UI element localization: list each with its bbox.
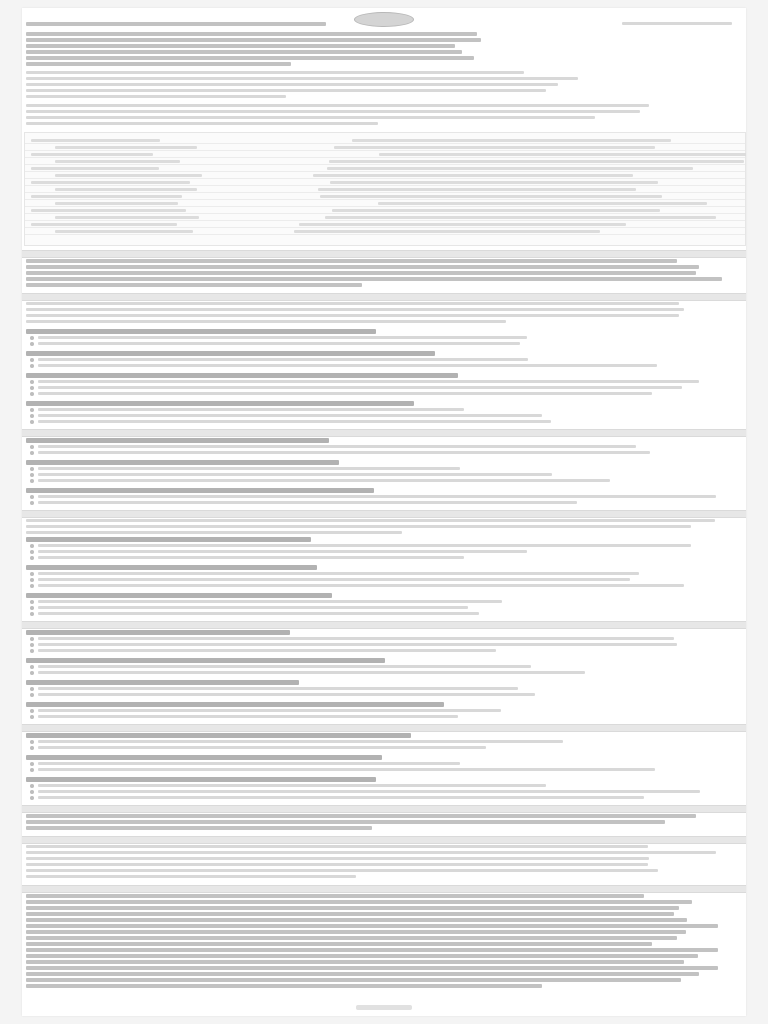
text-line (26, 32, 477, 36)
list-item-line (38, 544, 691, 547)
section-divider (22, 293, 746, 301)
list-item-line (38, 451, 650, 454)
section-divider (22, 805, 746, 813)
bullet-icon (30, 671, 34, 675)
bullet-icon (30, 386, 34, 390)
text-line (26, 960, 684, 964)
table-rule (25, 227, 745, 228)
list-item-heading (26, 351, 435, 356)
text-line (26, 71, 524, 74)
list-item-heading (26, 658, 385, 663)
text-line (26, 875, 356, 878)
bullet-icon (30, 550, 34, 554)
text-line (26, 851, 716, 854)
data-table (24, 132, 746, 246)
text-line (26, 814, 696, 818)
bullet-icon (30, 358, 34, 362)
table-cell (55, 216, 199, 219)
list-item-heading (26, 373, 458, 378)
bullet-icon (30, 790, 34, 794)
table-cell (55, 202, 178, 205)
list-item-line (38, 715, 458, 718)
table-cell (332, 209, 660, 212)
list-item-heading (26, 702, 444, 707)
bullet-icon (30, 768, 34, 772)
bullet-icon (30, 740, 34, 744)
table-cell (330, 181, 658, 184)
list-item-line (38, 479, 610, 482)
bullet-icon (30, 451, 34, 455)
text-line (26, 918, 687, 922)
table-cell (325, 216, 716, 219)
document-sheet (22, 8, 746, 1016)
text-line (26, 820, 665, 824)
list-item-line (38, 342, 520, 345)
text-line (26, 954, 698, 958)
bullet-icon (30, 709, 34, 713)
bullet-icon (30, 342, 34, 346)
list-item-line (38, 606, 468, 609)
list-item-line (38, 364, 657, 367)
bullet-icon (30, 467, 34, 471)
list-item-line (38, 408, 464, 411)
list-item-heading (26, 565, 317, 570)
bullet-icon (30, 392, 34, 396)
list-item-heading (26, 680, 299, 685)
list-item-line (38, 392, 652, 395)
list-item-line (38, 665, 531, 668)
list-item-line (38, 473, 552, 476)
text-line (26, 83, 558, 86)
text-line (26, 302, 679, 305)
section-divider (22, 724, 746, 732)
table-cell (334, 146, 655, 149)
table-rule (25, 206, 745, 207)
bullet-icon (30, 584, 34, 588)
text-line (26, 95, 286, 98)
text-line (26, 122, 378, 125)
list-item-line (38, 445, 636, 448)
bullet-icon (30, 408, 34, 412)
bullet-icon (30, 637, 34, 641)
bullet-icon (30, 495, 34, 499)
list-item-heading (26, 630, 290, 635)
list-item-line (38, 556, 464, 559)
list-item-heading (26, 755, 382, 760)
table-cell (327, 167, 693, 170)
text-line (26, 89, 546, 92)
text-line (26, 50, 462, 54)
bullet-icon (30, 715, 34, 719)
list-item-line (38, 336, 527, 339)
list-item-line (38, 578, 630, 581)
list-item-line (38, 467, 460, 470)
bullet-icon (30, 473, 34, 477)
header-right-line (622, 22, 732, 25)
text-line (26, 966, 718, 970)
table-rule (25, 171, 745, 172)
text-line (26, 116, 595, 119)
table-rule (25, 185, 745, 186)
list-item-line (38, 612, 479, 615)
table-cell (31, 181, 190, 184)
list-item-line (38, 386, 682, 389)
text-line (26, 857, 649, 860)
table-cell (320, 195, 662, 198)
table-rule (25, 150, 745, 151)
table-cell (378, 202, 707, 205)
table-cell (318, 188, 636, 191)
table-rule (25, 178, 745, 179)
table-cell (329, 160, 744, 163)
table-rule (25, 157, 745, 158)
table-rule (25, 234, 745, 235)
text-line (26, 826, 372, 830)
section-divider (22, 621, 746, 629)
bullet-icon (30, 380, 34, 384)
bullet-icon (30, 578, 34, 582)
text-line (26, 900, 692, 904)
bullet-icon (30, 572, 34, 576)
list-item-line (38, 572, 639, 575)
table-rule (25, 143, 745, 144)
table-rule (25, 192, 745, 193)
table-rule (25, 213, 745, 214)
text-line (26, 259, 677, 263)
list-item-line (38, 637, 674, 640)
text-line (26, 972, 699, 976)
bullet-icon (30, 606, 34, 610)
text-line (26, 308, 684, 311)
text-line (26, 924, 718, 928)
header-line (26, 22, 326, 26)
list-item-line (38, 671, 585, 674)
list-item-line (38, 649, 496, 652)
text-line (26, 942, 652, 946)
bullet-icon (30, 665, 34, 669)
table-cell (31, 223, 177, 226)
text-line (26, 44, 455, 48)
text-line (26, 845, 648, 848)
table-rule (25, 164, 745, 165)
list-item-heading (26, 401, 414, 406)
bullet-icon (30, 746, 34, 750)
table-cell (55, 146, 197, 149)
list-item-heading (26, 593, 332, 598)
text-line (26, 56, 474, 60)
bullet-icon (30, 762, 34, 766)
bullet-icon (30, 693, 34, 697)
list-item-line (38, 550, 527, 553)
table-cell (379, 153, 746, 156)
list-item-line (38, 768, 655, 771)
bullet-icon (30, 364, 34, 368)
text-line (26, 104, 649, 107)
list-item-line (38, 796, 644, 799)
list-item-line (38, 643, 677, 646)
bullet-icon (30, 612, 34, 616)
bullet-icon (30, 336, 34, 340)
list-item-line (38, 693, 535, 696)
table-cell (294, 230, 600, 233)
bullet-icon (30, 414, 34, 418)
text-line (26, 62, 291, 66)
text-line (26, 314, 679, 317)
bullet-icon (30, 420, 34, 424)
list-item-line (38, 790, 700, 793)
text-line (26, 906, 679, 910)
text-line (26, 869, 658, 872)
bullet-icon (30, 479, 34, 483)
list-item-heading (26, 329, 376, 334)
text-line (26, 525, 691, 528)
bullet-icon (30, 796, 34, 800)
page-footer (356, 1005, 412, 1010)
bullet-icon (30, 445, 34, 449)
text-line (26, 320, 506, 323)
list-item-heading (26, 438, 329, 443)
bullet-icon (30, 643, 34, 647)
table-cell (55, 188, 197, 191)
text-line (26, 265, 699, 269)
text-line (26, 277, 722, 281)
text-line (26, 930, 686, 934)
list-item-line (38, 420, 551, 423)
text-line (26, 519, 715, 522)
section-divider (22, 510, 746, 518)
list-item-line (38, 501, 577, 504)
table-cell (55, 160, 180, 163)
text-line (26, 978, 681, 982)
section-divider (22, 429, 746, 437)
bullet-icon (30, 600, 34, 604)
section-divider (22, 250, 746, 258)
list-item-line (38, 600, 502, 603)
bullet-icon (30, 501, 34, 505)
list-item-line (38, 380, 699, 383)
table-cell (313, 174, 633, 177)
bullet-icon (30, 544, 34, 548)
text-line (26, 984, 542, 988)
bullet-icon (30, 784, 34, 788)
text-line (26, 38, 481, 42)
text-line (26, 863, 648, 866)
bullet-icon (30, 556, 34, 560)
list-item-line (38, 687, 518, 690)
text-line (26, 936, 677, 940)
section-divider (22, 885, 746, 893)
bullet-icon (30, 649, 34, 653)
list-item-heading (26, 488, 374, 493)
table-cell (299, 223, 626, 226)
list-item-heading (26, 777, 376, 782)
list-item-line (38, 746, 486, 749)
masthead-logo-icon (354, 12, 414, 27)
text-line (26, 77, 578, 80)
text-line (26, 283, 362, 287)
text-line (26, 110, 640, 113)
list-item-line (38, 740, 563, 743)
list-item-heading (26, 537, 311, 542)
text-line (26, 948, 718, 952)
text-line (26, 894, 644, 898)
table-cell (55, 230, 193, 233)
text-line (26, 531, 402, 534)
list-item-line (38, 414, 542, 417)
table-cell (31, 167, 159, 170)
list-item-heading (26, 733, 411, 738)
table-cell (352, 139, 671, 142)
bullet-icon (30, 687, 34, 691)
section-divider (22, 836, 746, 844)
list-item-line (38, 495, 716, 498)
list-item-line (38, 709, 501, 712)
table-cell (31, 139, 160, 142)
list-item-line (38, 784, 546, 787)
list-item-heading (26, 460, 339, 465)
table-cell (31, 195, 182, 198)
text-line (26, 912, 674, 916)
list-item-line (38, 358, 528, 361)
table-cell (31, 209, 186, 212)
table-cell (31, 153, 153, 156)
table-rule (25, 220, 745, 221)
table-rule (25, 199, 745, 200)
text-line (26, 271, 696, 275)
table-cell (55, 174, 202, 177)
list-item-line (38, 762, 460, 765)
list-item-line (38, 584, 684, 587)
